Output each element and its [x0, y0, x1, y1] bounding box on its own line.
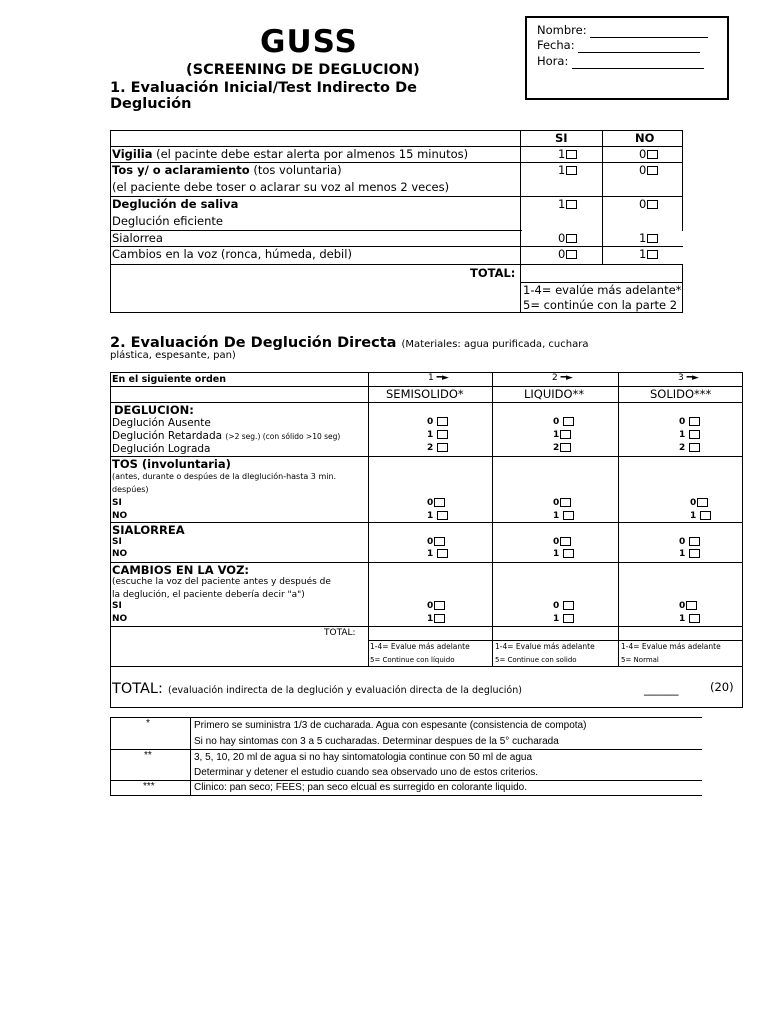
- deglucion-semi-2[interactable]: 2: [427, 443, 448, 453]
- checkbox-icon: [697, 498, 708, 507]
- page-title: GUSS: [260, 24, 358, 60]
- sialorrea-no-option[interactable]: 1: [639, 231, 658, 245]
- sialorrea-semi-no[interactable]: 1: [427, 549, 448, 559]
- vigilia-no-option[interactable]: 0: [639, 147, 658, 161]
- checkbox-icon: [437, 417, 448, 426]
- tos-no-label: NO: [112, 511, 128, 521]
- tos-sol-si[interactable]: 0: [690, 498, 708, 508]
- row-voz-label: Cambios en la voz (ronca, húmeda, debil): [112, 247, 352, 261]
- section2-table: [110, 372, 744, 708]
- sialorrea-liq-no[interactable]: 1: [553, 549, 574, 559]
- tos-title: TOS (involuntaria): [112, 457, 231, 471]
- checkbox-icon: [434, 498, 445, 507]
- footnote-mark-1: *: [146, 718, 150, 729]
- patient-info-box: [525, 16, 729, 100]
- tos-no-option[interactable]: 0: [639, 163, 658, 177]
- semi-note-a: 1-4= Evalue más adelante: [370, 642, 470, 651]
- saliva-si-option[interactable]: 1: [558, 197, 577, 211]
- row-sialorrea-label: Sialorrea: [112, 231, 163, 245]
- checkbox-icon: [689, 549, 700, 558]
- step-3: 3 ━►: [678, 373, 699, 383]
- deglucion-row-0-label: Deglución Ausente: [112, 417, 211, 429]
- arrow-right-icon: ━►: [560, 373, 573, 383]
- voz-sol-si[interactable]: 0: [679, 601, 697, 611]
- voz-si-option[interactable]: 0: [558, 247, 577, 261]
- voz-no-option[interactable]: 1: [639, 247, 658, 261]
- arrow-right-icon: ━►: [436, 373, 449, 383]
- footnote-2-line-1: 3, 5, 10, 20 ml de agua si no hay sintomatologia continue con 50 ml de agua: [194, 752, 533, 763]
- voz-semi-si[interactable]: 0: [427, 601, 445, 611]
- tos-note-2: despúes): [112, 485, 149, 494]
- semi-note-b: 5= Continue con líquido: [370, 656, 455, 664]
- grand-total-blank[interactable]: ______: [644, 682, 679, 696]
- checkbox-icon: [566, 166, 577, 175]
- deglucion-row-2-label: Deglución Lograda: [112, 443, 211, 455]
- voz-title: CAMBIOS EN LA VOZ:: [112, 563, 250, 577]
- col-semisolido: SEMISOLIDO*: [386, 387, 464, 401]
- checkbox-icon: [437, 430, 448, 439]
- checkbox-icon: [647, 150, 658, 159]
- section2-title: 2. Evaluación De Deglución Directa (Materiales: agua purificada, cuchara: [110, 335, 589, 351]
- liq-note-b: 5= Continue con solido: [495, 656, 577, 664]
- fecha-field[interactable]: [578, 40, 700, 53]
- col-solido: SOLIDO***: [650, 387, 712, 401]
- hora-field[interactable]: [572, 56, 704, 69]
- step-1: 1 ━►: [428, 373, 449, 383]
- tos-liq-si[interactable]: 0: [553, 498, 571, 508]
- checkbox-icon: [434, 614, 445, 623]
- checkbox-icon: [434, 537, 445, 546]
- tos-liq-no[interactable]: 1: [553, 511, 574, 521]
- footnote-2-line-2: Determinar y detener el estudio cuando sea observado uno de estos criterios.: [194, 767, 539, 778]
- sol-note-b: 5= Normal: [621, 656, 659, 664]
- nombre-label: Nombre:: [537, 23, 587, 37]
- deglucion-liq-0[interactable]: 0: [553, 417, 574, 427]
- section1-title: 1. Evaluación Inicial/Test Indirecto De Deglución: [110, 80, 417, 112]
- deglucion-title: DEGLUCION:: [114, 403, 194, 417]
- checkbox-icon: [563, 614, 574, 623]
- grand-total-max: (20): [710, 680, 734, 694]
- col-liquido: LIQUIDO**: [524, 387, 585, 401]
- row-eficiente-label: Deglución eficiente: [112, 214, 223, 228]
- sialorrea-title: SIALORREA: [112, 523, 185, 537]
- footnote-3-line-1: Clinico: pan seco; FEES; pan seco elcual es surregido en colorante liquido.: [194, 782, 527, 793]
- nombre-field[interactable]: [590, 25, 708, 38]
- deglucion-row-1-label: Deglución Retardada (>2 seg.) (con sólido >10 seg): [112, 430, 341, 442]
- checkbox-icon: [437, 549, 448, 558]
- checkbox-icon: [566, 234, 577, 243]
- row-saliva-label: Deglución de saliva: [112, 197, 239, 211]
- checkbox-icon: [560, 537, 571, 546]
- vigilia-si-option[interactable]: 1: [558, 147, 577, 161]
- checkbox-icon: [437, 443, 448, 452]
- tos-note-1: (antes, durante o despúes de la dleglución-hasta 3 min.: [112, 472, 337, 481]
- sialorrea-sol-no[interactable]: 1: [679, 549, 700, 559]
- tos-semi-si[interactable]: 0: [427, 498, 445, 508]
- sialorrea-sol-si[interactable]: 0: [679, 537, 700, 547]
- voz-sol-no[interactable]: 1: [679, 614, 700, 624]
- section1-note-1: 1-4= evalúe más adelante*: [523, 283, 682, 297]
- voz-si-label: SI: [112, 601, 122, 611]
- sialorrea-si-option[interactable]: 0: [558, 231, 577, 245]
- deglucion-sol-1[interactable]: 1: [679, 430, 700, 440]
- grand-total: TOTAL: (evaluación indirecta de la deglución y evaluación directa de la deglución): [112, 681, 522, 697]
- row-tos-label: Tos y/ o aclaramiento (tos voluntaria): [112, 163, 342, 177]
- sol-note-a: 1-4= Evalue más adelante: [621, 642, 721, 651]
- checkbox-icon: [689, 430, 700, 439]
- sialorrea-semi-si[interactable]: 0: [427, 537, 445, 547]
- checkbox-icon: [566, 200, 577, 209]
- checkbox-icon: [700, 511, 711, 520]
- order-label: En el siguiente orden: [112, 374, 227, 385]
- checkbox-icon: [563, 511, 574, 520]
- checkbox-icon: [560, 430, 571, 439]
- checkbox-icon: [437, 511, 448, 520]
- tos-sol-no[interactable]: 1: [690, 511, 711, 521]
- voz-liq-no[interactable]: 1: [553, 614, 574, 624]
- footnote-1-line-1: Primero se suministra 1/3 de cucharada. Agua con espesante (consistencia de compota): [194, 720, 587, 731]
- saliva-no-option[interactable]: 0: [639, 197, 658, 211]
- checkbox-icon: [689, 417, 700, 426]
- checkbox-icon: [689, 614, 700, 623]
- fecha-label: Fecha:: [537, 38, 575, 52]
- deglucion-sol-0[interactable]: 0: [679, 417, 700, 427]
- row-vigilia-label: Vigilia (el pacinte debe estar alerta por almenos 15 minutos): [112, 147, 469, 161]
- deglucion-sol-2[interactable]: 2: [679, 443, 700, 453]
- section1-note-2: 5= continúe con la parte 2: [523, 298, 678, 312]
- arrow-right-icon: ━►: [686, 373, 699, 383]
- checkbox-icon: [647, 234, 658, 243]
- checkbox-icon: [563, 601, 574, 610]
- voz-semi-no[interactable]: 1: [427, 614, 445, 624]
- section1-table: [110, 130, 684, 313]
- page-subtitle: (SCREENING DE DEGLUCION): [186, 62, 420, 78]
- checkbox-icon: [686, 601, 697, 610]
- sialorrea-liq-si[interactable]: 0: [553, 537, 571, 547]
- deglucion-liq-2[interactable]: 2: [553, 443, 571, 453]
- checkbox-icon: [434, 601, 445, 610]
- voz-no-label: NO: [112, 614, 128, 624]
- liq-note-a: 1-4= Evalue más adelante: [495, 642, 595, 651]
- deglucion-liq-1[interactable]: 1: [553, 430, 571, 440]
- tos-si-option[interactable]: 1: [558, 163, 577, 177]
- step-2: 2 ━►: [552, 373, 573, 383]
- checkbox-icon: [566, 150, 577, 159]
- hora-label: Hora:: [537, 54, 569, 68]
- sialorrea-si-label: SI: [112, 537, 122, 547]
- sialorrea-no-label: NO: [112, 549, 128, 559]
- tos-semi-no[interactable]: 1: [427, 511, 448, 521]
- voz-note-1: (escuche la voz del paciente antes y después de: [112, 577, 331, 587]
- checkbox-icon: [689, 443, 700, 452]
- footnotes-table: [110, 717, 704, 797]
- checkbox-icon: [647, 166, 658, 175]
- checkbox-icon: [560, 498, 571, 507]
- checkbox-icon: [560, 443, 571, 452]
- checkbox-icon: [647, 250, 658, 259]
- checkbox-icon: [563, 549, 574, 558]
- deglucion-semi-0[interactable]: 0: [427, 417, 448, 427]
- voz-liq-si[interactable]: 0: [553, 601, 574, 611]
- footnote-mark-3: ***: [143, 781, 155, 792]
- footnote-mark-2: **: [144, 750, 152, 761]
- section2-total-label: TOTAL:: [324, 628, 356, 638]
- row-tos-note: (el paciente debe toser o aclarar su voz al menos 2 veces): [112, 180, 450, 194]
- section2-materials: plástica, espesante, pan): [110, 350, 236, 361]
- checkbox-icon: [566, 250, 577, 259]
- voz-note-2: la deglución, el paciente debería decir "a"): [112, 590, 305, 600]
- checkbox-icon: [689, 537, 700, 546]
- checkbox-icon: [563, 417, 574, 426]
- checkbox-icon: [647, 200, 658, 209]
- section1-total-label: TOTAL:: [470, 266, 516, 280]
- col-no-header: NO: [635, 131, 655, 145]
- deglucion-semi-1[interactable]: 1: [427, 430, 448, 440]
- col-si-header: SI: [555, 131, 568, 145]
- footnote-1-line-2: Si no hay sintomas con 3 a 5 cucharadas. Determinar despues de la 5° cucharada: [194, 736, 559, 747]
- tos-si-label: SI: [112, 498, 122, 508]
